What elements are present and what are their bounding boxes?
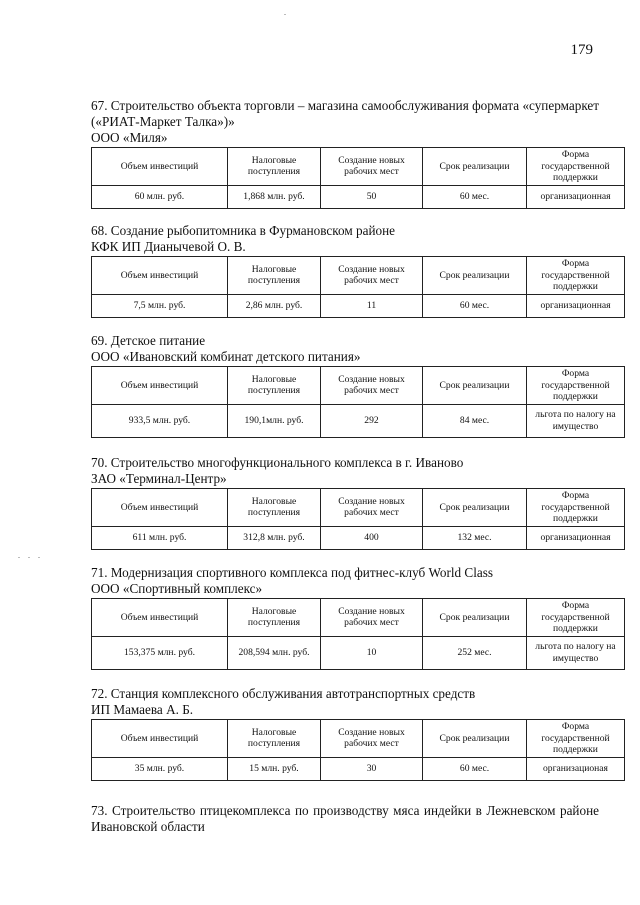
project-72 [91, 686, 610, 781]
table-cell: 60 мес. [423, 757, 527, 780]
project-70 [91, 455, 611, 550]
investment-table [91, 147, 625, 209]
header-cell: Форма государственной поддержки [527, 257, 625, 295]
header-cell: Срок реализации [423, 257, 527, 295]
company-name: ЗАО «Терминал-Центр» [91, 471, 227, 486]
table-cell: льгота по налогу на имущество [527, 636, 625, 669]
project-68 [91, 223, 611, 318]
header-cell: Срок реализации [423, 720, 527, 758]
table-cell: 30 [321, 757, 423, 780]
table-cell: 1,868 млн. руб. [228, 185, 321, 208]
table-header-row [92, 367, 625, 405]
header-cell: Объем инвестиций [92, 367, 228, 405]
table-row [92, 757, 625, 780]
project-title: 67. Строительство объекта торговли – магазина самообслуживания формата «супермаркет («РИАТ-Маркет Талка»)» [91, 98, 600, 129]
table-cell: 2,86 млн. руб. [228, 294, 321, 317]
header-cell: Форма государственной поддержки [527, 720, 625, 758]
header-cell: Налоговые поступления [228, 599, 321, 637]
table-cell: 7,5 млн. руб. [92, 294, 228, 317]
table-cell: 84 мес. [423, 404, 527, 437]
table-cell: 11 [321, 294, 423, 317]
page-number: 179 [570, 42, 593, 58]
table-cell: 153,375 млн. руб. [92, 636, 228, 669]
header-cell: Срок реализации [423, 489, 527, 527]
table-header-row [92, 720, 625, 758]
table-cell: 35 млн. руб. [92, 757, 228, 780]
scan-speck [284, 14, 286, 15]
header-cell: Создание новых рабочих мест [321, 257, 423, 295]
company-name: КФК ИП Дианычевой О. В. [91, 239, 246, 254]
header-cell: Объем инвестиций [92, 720, 228, 758]
scan-speck [38, 557, 40, 558]
investment-table [91, 598, 625, 670]
project-67 [91, 98, 611, 209]
project-title: 72. Станция комплексного обслуживания автотранспортных средств [91, 686, 476, 701]
table-cell: 15 млн. руб. [228, 757, 321, 780]
header-cell: Налоговые поступления [228, 720, 321, 758]
header-cell: Создание новых рабочих мест [321, 599, 423, 637]
table-cell: 611 млн. руб. [92, 526, 228, 549]
header-cell: Создание новых рабочих мест [321, 148, 423, 186]
header-cell: Форма государственной поддержки [527, 367, 625, 405]
scan-speck [18, 557, 20, 558]
company-name: ИП Мамаева А. Б. [91, 702, 194, 717]
header-cell: Форма государственной поддержки [527, 489, 625, 527]
header-cell: Срок реализации [423, 599, 527, 637]
table-cell: организационная [527, 185, 625, 208]
investment-table [91, 719, 625, 781]
header-cell: Срок реализации [423, 148, 527, 186]
table-cell: 933,5 млн. руб. [92, 404, 228, 437]
project-title: 70. Строительство многофункционального комплекса в г. Иваново [91, 455, 464, 470]
table-cell: 208,594 млн. руб. [228, 636, 321, 669]
project-title: 68. Создание рыбопитомника в Фурмановском районе [91, 223, 396, 238]
table-cell: 132 мес. [423, 526, 527, 549]
investment-table [91, 256, 625, 318]
table-header-row [92, 599, 625, 637]
scan-speck [28, 557, 30, 558]
table-header-row [92, 489, 625, 527]
header-cell: Налоговые поступления [228, 148, 321, 186]
table-cell: 60 мес. [423, 185, 527, 208]
project-73 [91, 803, 599, 835]
project-title: 71. Модернизация спортивного комплекса под фитнес-клуб World Class [91, 565, 494, 580]
table-cell: организационая [527, 757, 625, 780]
table-cell: 292 [321, 404, 423, 437]
header-cell: Налоговые поступления [228, 257, 321, 295]
project-71 [91, 565, 616, 670]
header-cell: Создание новых рабочих мест [321, 367, 423, 405]
table-cell: 50 [321, 185, 423, 208]
header-cell: Объем инвестиций [92, 257, 228, 295]
investment-table [91, 366, 625, 438]
project-title: 69. Детское питание [91, 333, 206, 348]
header-cell: Объем инвестиций [92, 489, 228, 527]
table-cell: организационная [527, 526, 625, 549]
header-cell: Объем инвестиций [92, 599, 228, 637]
header-cell: Налоговые поступления [228, 489, 321, 527]
header-cell: Форма государственной поддержки [527, 148, 625, 186]
table-cell: организационная [527, 294, 625, 317]
header-cell: Форма государственной поддержки [527, 599, 625, 637]
table-cell: 400 [321, 526, 423, 549]
table-cell: 312,8 млн. руб. [228, 526, 321, 549]
table-cell: 10 [321, 636, 423, 669]
investment-table [91, 488, 625, 550]
header-cell: Налоговые поступления [228, 367, 321, 405]
table-row [92, 404, 625, 437]
table-cell: льгота по налогу на имущество [527, 404, 625, 437]
header-cell: Срок реализации [423, 367, 527, 405]
table-cell: 190,1млн. руб. [228, 404, 321, 437]
table-header-row [92, 257, 625, 295]
company-name: ООО «Ивановский комбинат детского питания» [91, 349, 361, 364]
table-row [92, 294, 625, 317]
company-name: ООО «Миля» [91, 130, 168, 145]
table-row [92, 636, 625, 669]
table-cell: 60 мес. [423, 294, 527, 317]
project-title: 73. Строительство птицекомплекса по производству мяса индейки в Лежневском районе Ивановской области [91, 803, 599, 834]
company-name: ООО «Спортивный комплекс» [91, 581, 263, 596]
header-cell: Объем инвестиций [92, 148, 228, 186]
header-cell: Создание новых рабочих мест [321, 489, 423, 527]
table-cell: 252 мес. [423, 636, 527, 669]
project-69 [91, 333, 616, 438]
table-header-row [92, 148, 625, 186]
table-row [92, 185, 625, 208]
table-row [92, 526, 625, 549]
header-cell: Создание новых рабочих мест [321, 720, 423, 758]
table-cell: 60 млн. руб. [92, 185, 228, 208]
